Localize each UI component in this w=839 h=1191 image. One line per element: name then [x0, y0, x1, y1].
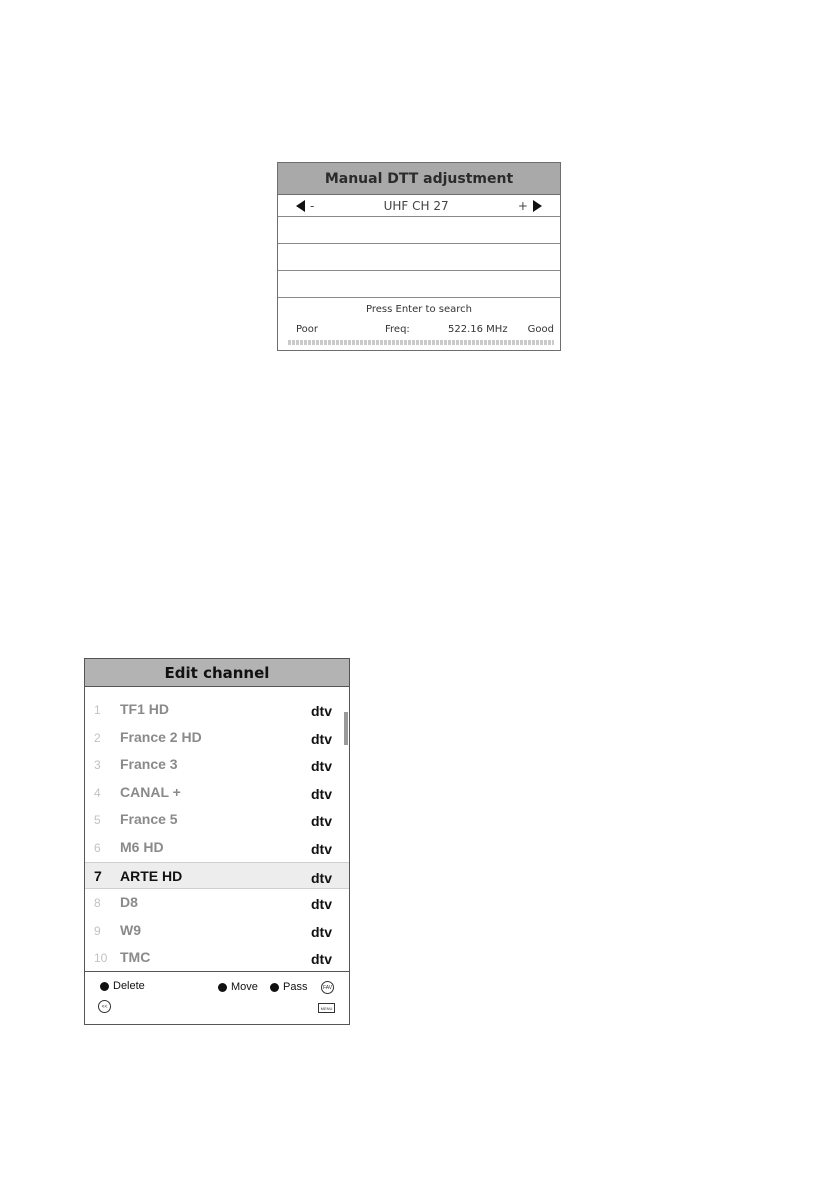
pass-action[interactable] [270, 981, 307, 993]
channel-row[interactable] [85, 751, 349, 779]
channel-number: 5 [94, 813, 101, 828]
channel-type: dtv [311, 869, 332, 886]
channel-list [85, 696, 349, 972]
channel-row[interactable] [85, 696, 349, 724]
delete-label: Delete [113, 980, 145, 992]
channel-number: 9 [94, 923, 101, 938]
empty-row [278, 244, 560, 271]
signal-quality-bar [288, 340, 554, 345]
search-hint: Press Enter to search [366, 304, 472, 315]
edit-channel-panel [84, 658, 350, 1025]
channel-name: TF1 HD [120, 701, 169, 717]
channel-type: dtv [311, 923, 332, 940]
move-action[interactable] [218, 981, 258, 993]
channel-row[interactable] [85, 806, 349, 834]
channel-number: 4 [94, 785, 101, 800]
channel-name: TMC [120, 949, 151, 966]
yellow-button-icon [270, 983, 279, 992]
channel-selector[interactable] [278, 195, 560, 217]
channel-type: dtv [311, 785, 332, 802]
channel-number: 1 [94, 703, 101, 717]
plus-label: + [517, 198, 528, 213]
red-button-icon [100, 982, 109, 991]
edit-panel-title: Edit channel [85, 659, 349, 687]
channel-value: UHF CH 27 [383, 198, 449, 213]
arrow-left-icon[interactable] [296, 200, 305, 212]
scrollbar[interactable] [344, 712, 348, 745]
channel-row[interactable] [85, 834, 349, 862]
channel-type: dtv [311, 896, 332, 913]
channel-name: France 5 [120, 811, 178, 828]
channel-row[interactable] [85, 862, 349, 890]
channel-name: France 2 HD [120, 728, 202, 745]
channel-row[interactable] [85, 779, 349, 807]
menu-button-icon[interactable]: MENU [318, 1003, 335, 1013]
channel-type: dtv [311, 951, 332, 968]
empty-row [278, 217, 560, 244]
move-label: Move [231, 981, 258, 993]
channel-number: 3 [94, 758, 101, 773]
channel-type: dtv [311, 758, 332, 775]
poor-label: Poor [296, 324, 319, 335]
empty-row [278, 271, 560, 298]
channel-number: 8 [94, 896, 101, 911]
channel-name: M6 HD [120, 838, 164, 855]
channel-type: dtv [311, 840, 332, 857]
channel-row[interactable] [85, 724, 349, 752]
channel-name: ARTE HD [120, 867, 183, 884]
dtt-panel-title: Manual DTT adjustment [278, 163, 560, 195]
channel-name: W9 [120, 921, 141, 938]
minus-label: - [310, 198, 315, 213]
back-button-icon[interactable]: << [98, 1000, 111, 1013]
dtt-footer [278, 298, 560, 352]
delete-action[interactable] [100, 980, 145, 992]
freq-value: 522.16 MHz [448, 324, 508, 335]
edit-footer [85, 971, 349, 1024]
channel-name: D8 [120, 894, 138, 911]
channel-type: dtv [311, 730, 332, 747]
channel-type: dtv [311, 813, 332, 830]
channel-name: France 3 [120, 756, 178, 773]
arrow-right-icon[interactable] [533, 200, 542, 212]
fav-button-icon[interactable]: FAV [321, 981, 334, 994]
freq-label: Freq: [385, 324, 410, 335]
good-label: Good [527, 324, 554, 335]
green-button-icon [218, 983, 227, 992]
channel-number: 6 [94, 840, 101, 855]
channel-number: 10 [94, 951, 108, 966]
channel-type: dtv [311, 703, 332, 719]
pass-label: Pass [283, 981, 308, 993]
manual-dtt-panel [277, 162, 561, 351]
channel-row[interactable] [85, 917, 349, 945]
channel-number: 7 [94, 867, 102, 884]
channel-row[interactable] [85, 889, 349, 917]
channel-row[interactable] [85, 944, 349, 972]
channel-name: CANAL + [120, 783, 181, 800]
channel-number: 2 [94, 730, 101, 745]
